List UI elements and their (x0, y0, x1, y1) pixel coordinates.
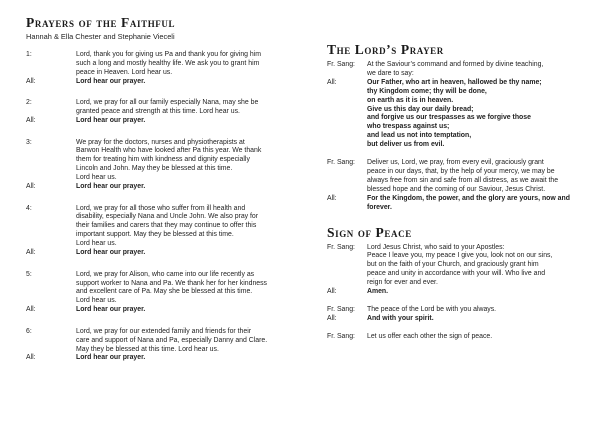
peace-be-with-you: The peace of the Lord be with you always. (367, 305, 497, 313)
petition-text: Lord, thank you for giving us Pa and thank you for giving him such a long and mostly healthy life. We ask you to grant him peace in Heaven. Lord hear us. (76, 51, 262, 76)
and-with-your-spirit: And with your spirit. (367, 314, 434, 322)
priest-label: Fr. Sang: (327, 159, 355, 167)
all-label: All: (26, 306, 36, 314)
petition-text: We pray for the doctors, nurses and physiotherapists at Barwon Health who have looked after Pa this year. We thank them for treating him with kindness and dignity especially Lincoln and John. May they be blessed at this time. Lord hear us. (76, 138, 262, 182)
offer-sign-of-peace: Let us offer each other the sign of peace. (367, 332, 493, 340)
sp-prayer (327, 244, 589, 289)
petition-3 (26, 139, 308, 192)
sp-offer (327, 333, 589, 342)
lp-embolism-text: Deliver us, Lord, we pray, from every evil, graciously grant peace in our days, that, by the help of your mercy, we may be always free from sin and safe from all distress, as we await the blessed hope and the coming of our Saviour, Jesus Christ. (367, 159, 559, 193)
petition-text: Lord, we pray for all those who suffer from ill health and disability, especially Nana and Uncle John. We also pray for their families and carers that they may continue to offer this important support. May they be blessed at this time. Lord hear us. (76, 204, 259, 248)
response: Lord hear our prayer. (76, 354, 146, 362)
petition-number: 6: (26, 327, 32, 335)
petition-5 (26, 271, 308, 316)
sp-response (327, 315, 589, 324)
response: Lord hear our prayer. (76, 77, 146, 85)
petition-6 (26, 328, 308, 364)
lp-intro-text: At the Saviour’s command and formed by divine teaching, we dare to say: (367, 61, 544, 77)
priest-label: Fr. Sang: (327, 332, 355, 340)
response: Lord hear our prayer. (76, 249, 146, 257)
all-label: All: (327, 78, 337, 86)
lp-intro (327, 61, 589, 79)
petition-1 (26, 51, 308, 87)
priest-label: Fr. Sang: (327, 61, 355, 68)
response: Lord hear our prayer. (76, 117, 146, 125)
petition-2 (26, 99, 308, 126)
sp-prayer-text: Lord Jesus Christ, who said to your Apostles: Peace I leave you, my peace I give you, look not on our sins, but on the faith of your Church, and graciously grant him peace and unity in accordance with your will. Who live and reign for ever and ever. (367, 243, 553, 287)
all-label: All: (26, 249, 36, 257)
petition-number: 5: (26, 270, 32, 278)
liturgy-column (327, 0, 589, 342)
priest-label: Fr. Sang: (327, 305, 355, 313)
lp-doxology (327, 195, 589, 213)
petition-text: Lord, we pray for our extended family and friends for their care and support of Nana and Pa, especially Danny and Clare. May they be blessed at this time. Lord hear us. (76, 327, 268, 353)
response: Lord hear our prayer. (76, 306, 146, 314)
prayers-of-faithful-column (26, 0, 308, 363)
petition-number: 4: (26, 204, 32, 212)
faithful-authors: Hannah & Ella Chester and Stephanie Vieceli (26, 32, 175, 41)
sp-peace (327, 306, 589, 315)
petition-text: Lord, we pray for Alison, who came into our life recently as support worker to Nana and Pa. We thank her for her kindness and excellent care of Pa. May she be blessed at this time. Lord hear us. (76, 270, 267, 305)
all-label: All: (26, 77, 36, 85)
sign-of-peace-title: Sign of Peace (327, 224, 412, 240)
all-label: All: (327, 314, 337, 322)
lords-prayer-title: The Lord’s Prayer (327, 42, 444, 57)
petition-number: 3: (26, 138, 32, 146)
all-label: All: (26, 117, 36, 125)
petition-number: 2: (26, 99, 32, 107)
lp-embolism (327, 159, 589, 195)
amen: Amen. (367, 288, 389, 296)
all-label: All: (327, 194, 337, 202)
petition-number: 1: (26, 51, 32, 58)
petition-4 (26, 205, 308, 258)
petition-text: Lord, we pray for all our family especially Nana, may she be granted peace and strength at this time. Lord hear us. (76, 99, 259, 116)
lp-prayer-text: Our Father, who art in heaven, hallowed be thy name; thy Kingdom come; thy will be done, on earth as it is in heaven. Give us this day our daily bread; and forgive us our trespasses as we forgive those who trespass against us; and lead us not into temptation, but deliver us from evil. (367, 78, 542, 149)
all-label: All: (26, 354, 36, 362)
lp-prayer (327, 79, 589, 150)
lp-doxology-text: For the Kingdom, the power, and the glory are yours, now and forever. (367, 194, 570, 211)
all-label: All: (327, 288, 337, 296)
sp-amen (327, 288, 589, 297)
faithful-title: Prayers of the Faithful (26, 15, 176, 30)
priest-label: Fr. Sang: (327, 243, 355, 251)
all-label: All: (26, 183, 36, 191)
response: Lord hear our prayer. (76, 183, 146, 191)
